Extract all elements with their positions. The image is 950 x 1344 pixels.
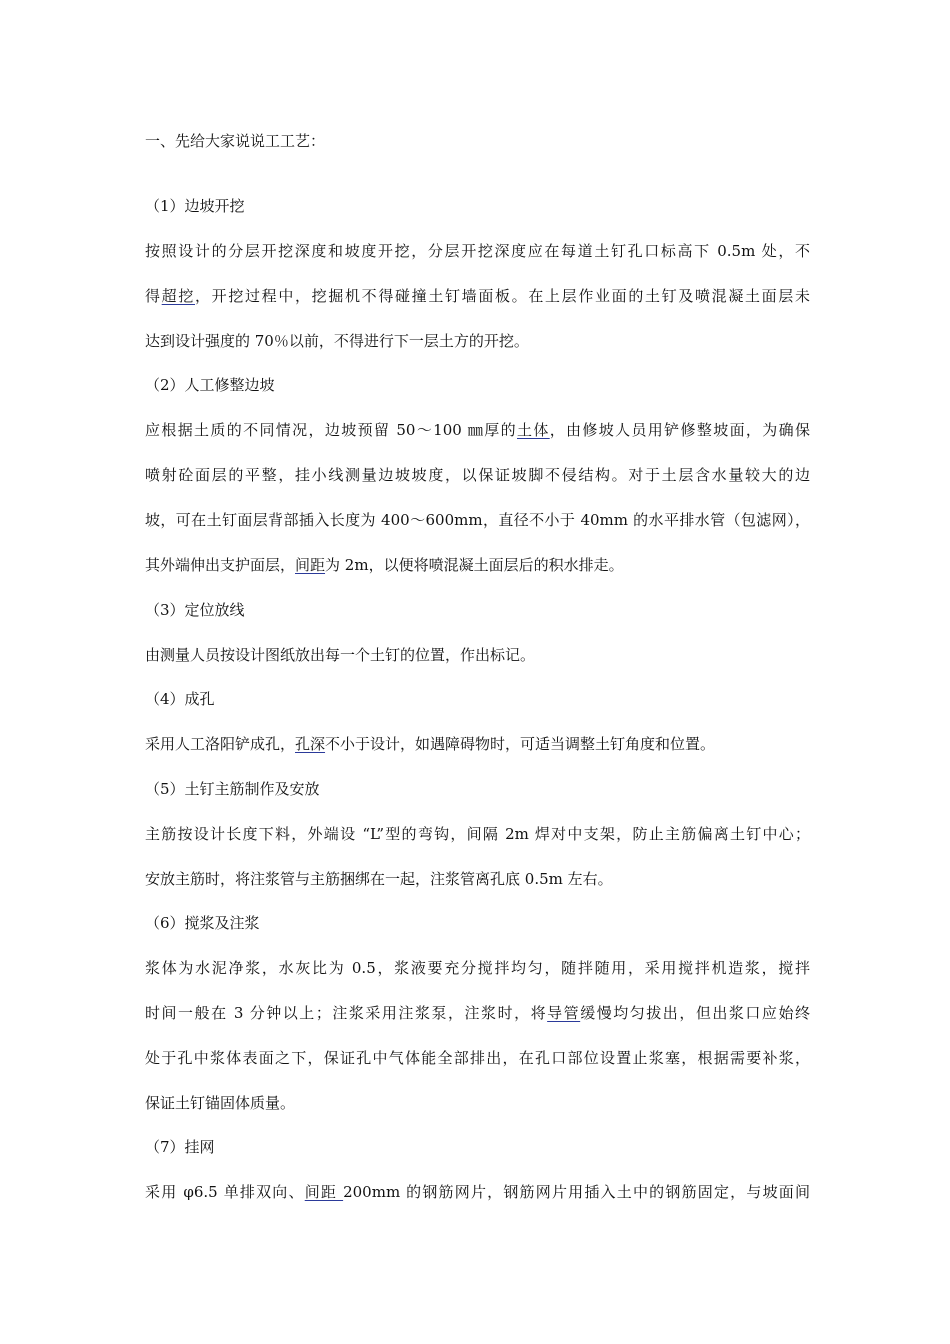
section-2-line-4: 其外端伸出支护面层，间距为 2m，以便将喷混凝土面层后的积水排走。 xyxy=(145,556,624,574)
section-5-line-1: 主筋按设计长度下料，外端设 “L”型的弯钩，间隔 2m 焊对中支架，防止主筋偏离土钉中心； xyxy=(145,825,810,843)
section-2-line-2: 喷射砼面层的平整，挂小线测量边坡坡度，以保证坡脚不侵结构。对于土层含水量较大的边 xyxy=(145,466,810,484)
section-1-line-1: 按照设计的分层开挖深度和坡度开挖，分层开挖深度应在每道土钉孔口标高下 0.5m 处，不 xyxy=(145,242,810,260)
section-2-line-3: 坡，可在土钉面层背部插入长度为 400～600mm，直径不小于 40mm 的水平排水管（包滤网）， xyxy=(145,511,810,529)
section-2-line-1: 应根据土质的不同情况，边坡预留 50～100 ㎜厚的土体，由修坡人员用铲修整坡面，为确保 xyxy=(145,421,810,439)
link-jianju-2[interactable]: 间距 xyxy=(304,1183,344,1201)
section-heading-3: （3）定位放线 xyxy=(145,601,245,619)
section-heading-7: （7）挂网 xyxy=(145,1138,215,1156)
section-heading-6: （6）搅浆及注浆 xyxy=(145,914,260,932)
section-1-line-2: 得超挖，开挖过程中，挖掘机不得碰撞土钉墙面板。在上层作业面的土钉及喷混凝土面层未 xyxy=(145,287,810,305)
link-kongshen[interactable]: 孔深 xyxy=(295,735,326,753)
section-6-line-3: 处于孔中浆体表面之下，保证孔中气体能全部排出，在孔口部位设置止浆塞，根据需要补浆， xyxy=(145,1049,810,1067)
section-heading-5: （5）土钉主筋制作及安放 xyxy=(145,780,320,798)
link-jianju-1[interactable]: 间距 xyxy=(295,556,326,574)
link-chaowa[interactable]: 超挖 xyxy=(161,287,196,305)
section-5-line-2: 安放主筋时，将注浆管与主筋捆绑在一起，注浆管离孔底 0.5m 左右。 xyxy=(145,870,613,888)
section-7-line-1: 采用 φ6.5 单排双向、间距 200mm 的钢筋网片，钢筋网片用插入土中的钢筋固定，与坡面间 xyxy=(145,1183,810,1201)
section-3-line-1: 由测量人员按设计图纸放出每一个土钉的位置，作出标记。 xyxy=(145,646,536,664)
document-title: 一、先给大家说说工工艺： xyxy=(145,132,326,150)
section-6-line-1: 浆体为水泥净浆，水灰比为 0.5，浆液要充分搅拌均匀，随拌随用，采用搅拌机造浆，搅拌 xyxy=(145,959,810,977)
section-heading-1: （1）边坡开挖 xyxy=(145,197,245,215)
section-heading-2: （2）人工修整边坡 xyxy=(145,376,275,394)
section-6-line-4: 保证土钉锚固体质量。 xyxy=(145,1094,296,1112)
section-6-line-2: 时间一般在 3 分钟以上；注浆采用注浆泵，注浆时，将导管缓慢均匀拔出，但出浆口应始终 xyxy=(145,1004,810,1022)
section-4-line-1: 采用人工洛阳铲成孔，孔深不小于设计，如遇障碍物时，可适当调整土钉角度和位置。 xyxy=(145,735,716,753)
link-tuti[interactable]: 土体 xyxy=(517,421,550,439)
section-heading-4: （4）成孔 xyxy=(145,690,215,708)
section-1-line-3: 达到设计强度的 70％以前，不得进行下一层土方的开挖。 xyxy=(145,332,529,350)
link-daoguan[interactable]: 导管 xyxy=(547,1004,581,1022)
